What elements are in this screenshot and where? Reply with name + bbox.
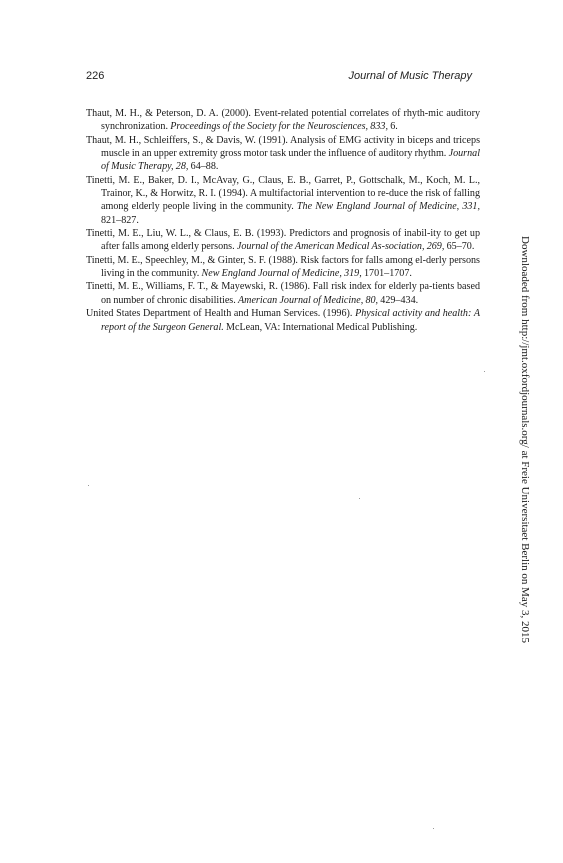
scan-speck [88, 485, 89, 486]
reference-authors: Tinetti, M. E., Liu, W. L., & Claus, E. B. (1993). Predictors and prognosis of inabil-ity to get up after falls among elderly persons. [86, 228, 480, 253]
reference-authors: Tinetti, M. E., Williams, F. T., & Mayewski, R. (1986). Fall risk index for elderly pa-tients based on number of chronic disabilities. [86, 281, 480, 306]
reference-entry [86, 107, 480, 134]
reference-pages: 429–434. [378, 294, 419, 306]
reference-source: American Journal of Medicine, 80, [237, 294, 379, 306]
reference-source: The New England Journal of Medicine, 331, [296, 201, 480, 213]
reference-pages: 1701–1707. [361, 268, 412, 280]
running-head [86, 70, 472, 86]
reference-source: Physical activity and health: A report of the Surgeon General. [101, 308, 480, 333]
reference-entry [86, 280, 480, 307]
reference-source: New England Journal of Medicine, 319, [201, 268, 362, 280]
page-number: 226 [86, 70, 105, 82]
reference-authors: Thaut, M. H., & Peterson, D. A. (2000). Event-related potential correlates of rhyth-mic auditory synchronization. [86, 108, 480, 133]
journal-title: Journal of Music Therapy [348, 70, 472, 82]
reference-source: Journal of Music Therapy, 28, [101, 148, 480, 173]
reference-list [86, 107, 480, 334]
reference-entry [86, 227, 480, 254]
reference-authors: Tinetti, M. E., Baker, D. I., McAvay, G., Claus, E. B., Garret, P., Gottschalk, M., Koch, M. L., Trainor, K., & Horwitz, R. I. (1994). A multifactorial intervention to re-duce the risk of falling among elderly people living in the community. [86, 174, 480, 213]
scan-speck [359, 498, 360, 499]
reference-entry [86, 254, 480, 281]
reference-source: Proceedings of the Society for the Neurosciences, 833, [170, 121, 388, 133]
reference-entry [86, 307, 480, 334]
reference-pages: 821–827. [101, 214, 139, 226]
reference-source: Journal of the American Medical As-sociation, 269, [236, 241, 445, 253]
reference-authors: Thaut, M. H., Schleiffers, S., & Davis, W. (1991). Analysis of EMG activity in biceps and triceps muscle in an upper extremity gross motor task under the influence of auditory rhythm. [86, 134, 480, 160]
reference-entry [86, 174, 480, 227]
reference-pages: 6. [387, 121, 398, 133]
scan-speck [484, 371, 485, 372]
reference-pages: 65–70. [444, 241, 475, 253]
reference-pages: McLean, VA: International Medical Publishing. [223, 321, 418, 333]
download-notice: Downloaded from http://jmt.oxfordjournals.org/ at Freie Universitaet Berlin on May 3, 2015 [519, 236, 531, 644]
reference-pages: 64–88. [188, 161, 219, 173]
reference-authors: United States Department of Health and Human Services. (1996). [86, 308, 356, 320]
scan-speck [433, 828, 434, 829]
reference-authors: Tinetti, M. E., Speechley, M., & Ginter, S. F. (1988). Risk factors for falls among el-derly persons living in the community. [86, 254, 480, 280]
reference-entry [86, 134, 480, 174]
